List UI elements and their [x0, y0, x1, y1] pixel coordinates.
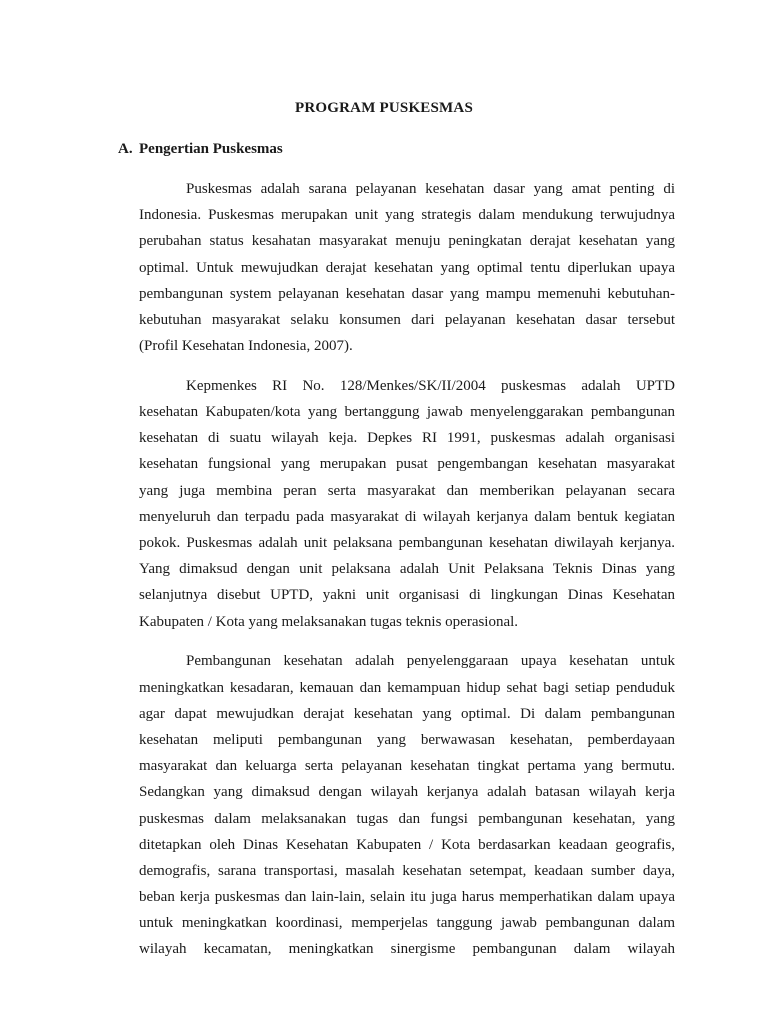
paragraph-line: meningkatkan kesadaran, kemauan dan kemampuan hidup sehat bagi setiap penduduk: [139, 679, 675, 696]
paragraph-line: agar dapat mewujudkan derajat kesehatan yang optimal. Di dalam pembangunan: [139, 705, 675, 722]
paragraph-line: (Profil Kesehatan Indonesia, 2007).: [139, 338, 353, 355]
paragraph: [139, 648, 675, 962]
paragraph-line: kebutuhan masyarakat selaku konsumen dari pelayanan kesehatan dasar tersebut: [139, 311, 675, 328]
paragraph-line: selanjutnya disebut UPTD, yakni unit organisasi di lingkungan Dinas Kesehatan: [139, 587, 675, 604]
paragraph-line: puskesmas dalam melaksanakan tugas dan fungsi pembangunan kesehatan, yang: [139, 810, 675, 827]
paragraph-line: yang juga membina peran serta masyarakat dan memberikan pelayanan secara: [139, 482, 675, 499]
paragraph-line: kesehatan meliputi pembangunan yang berwawasan kesehatan, pemberdayaan: [139, 731, 675, 748]
paragraph-line: Indonesia. Puskesmas merupakan unit yang strategis dalam mendukung terwujudnya: [139, 207, 675, 224]
paragraph-line: Pembangunan kesehatan adalah penyelenggaraan upaya kesehatan untuk: [186, 653, 675, 670]
paragraph-line: perubahan status kesahatan masyarakat menuju peningkatan derajat kesehatan yang: [139, 233, 675, 250]
section-heading-text: Pengertian Puskesmas: [139, 141, 283, 157]
paragraph-line: beban kerja puskesmas dan lain-lain, selain itu juga harus memperhatikan dalam upaya: [139, 889, 675, 906]
section-heading: [118, 141, 283, 158]
paragraph-line: pembangunan system pelayanan kesehatan dasar yang mampu memenuhi kebutuhan-: [139, 285, 675, 302]
paragraph-line: optimal. Untuk mewujudkan derajat kesehatan yang optimal tentu diperlukan upaya: [139, 259, 675, 276]
paragraph-line: demografis, sarana transportasi, masalah kesehatan setempat, keadaan sumber daya,: [139, 862, 675, 879]
paragraph: [139, 373, 675, 635]
paragraph: [139, 176, 675, 359]
paragraph-line: kesehatan di suatu wilayah keja. Depkes RI 1991, puskesmas adalah organisasi: [139, 430, 675, 447]
paragraph-line: ditetapkan oleh Dinas Kesehatan Kabupaten / Kota berdasarkan keadaan geografis,: [139, 836, 675, 853]
section-number: A.: [118, 141, 133, 157]
paragraph-line: Kabupaten / Kota yang melaksanakan tugas teknis operasional.: [139, 613, 519, 630]
paragraph-line: untuk meningkatkan koordinasi, memperjelas tanggung jawab pembangunan dalam: [139, 915, 675, 932]
paragraph-line: Puskesmas adalah sarana pelayanan kesehatan dasar yang amat penting di: [186, 181, 675, 197]
paragraph-line: pokok. Puskesmas adalah unit pelaksana pembangunan kesehatan diwilayah kerjanya.: [139, 535, 675, 552]
paragraph-line: kesehatan fungsional yang merupakan pusat pengembangan kesehatan masyarakat: [139, 456, 675, 473]
paragraph-line: Yang dimaksud dengan unit pelaksana adalah Unit Pelaksana Teknis Dinas yang: [139, 561, 675, 578]
paragraph-line: masyarakat dan keluarga serta pelayanan kesehatan tingkat pertama yang bermutu.: [139, 758, 675, 775]
paragraph-line: Sedangkan yang dimaksud dengan wilayah kerjanya adalah batasan wilayah kerja: [139, 784, 675, 801]
paragraph-line: Kepmenkes RI No. 128/Menkes/SK/II/2004 puskesmas adalah UPTD: [186, 377, 675, 394]
body-text: [139, 176, 675, 976]
paragraph-line: wilayah kecamatan, meningkatkan sinergisme pembangunan dalam wilayah: [139, 941, 675, 958]
paragraph-line: kesehatan Kabupaten/kota yang bertanggung jawab menyelenggarakan pembangunan: [139, 404, 675, 421]
paragraph-line: menyeluruh dan terpadu pada masyarakat di wilayah kerjanya dalam bentuk kegiatan: [139, 508, 675, 525]
page-title: PROGRAM PUSKESMAS: [295, 100, 473, 116]
